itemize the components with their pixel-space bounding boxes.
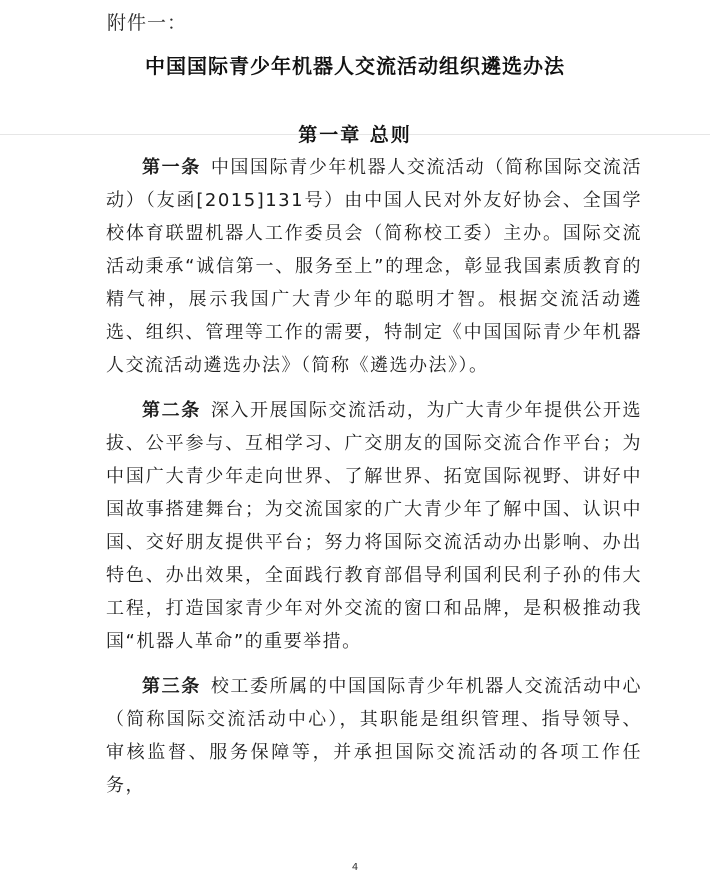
chapter-heading: 第一章 总则	[298, 124, 412, 146]
page-number: 4	[351, 862, 359, 873]
document-body	[106, 151, 642, 814]
article-label: 第二条	[142, 400, 201, 421]
article-paragraph	[106, 151, 642, 382]
article-text: 深入开展国际交流活动，为广大青少年提供公开选拔、公平参与、互相学习、广交朋友的国际交流合作平台；为中国广大青少年走向世界、了解世界、拓宽国际视野、讲好中国故事搭建舞台；为交流国家的广大青少年了解中国、认识中国、交好朋友提供平台；努力将国际交流活动办出影响、办出特色、办出效果，全面践行教育部倡导利国利民利子孙的伟大工程，打造国家青少年对外交流的窗口和品牌，是积极推动我国“机器人革命”的重要举措。	[106, 400, 642, 652]
document-title: 中国国际青少年机器人交流活动组织遴选办法	[145, 54, 565, 78]
article-label: 第三条	[142, 676, 201, 697]
article-paragraph	[106, 670, 642, 802]
attachment-label: 附件一：	[107, 12, 188, 34]
article-paragraph	[106, 394, 642, 658]
article-label: 第一条	[142, 157, 201, 178]
article-text: 中国国际青少年机器人交流活动（简称国际交流活动）（友函[2015]131号）由中国人民对外友好协会、全国学校体育联盟机器人工作委员会（简称校工委）主办。国际交流活动秉承“诚信第一、服务至上”的理念，彰显我国素质教育的精气神，展示我国广大青少年的聪明才智。根据交流活动遴选、组织、管理等工作的需要，特制定《中国国际青少年机器人交流活动遴选办法》（简称《遴选办法》）。	[106, 157, 642, 376]
article-text: 校工委所属的中国国际青少年机器人交流活动中心（简称国际交流活动中心），其职能是组织管理、指导领导、审核监督、服务保障等，并承担国际交流活动的各项工作任务，	[106, 676, 642, 796]
